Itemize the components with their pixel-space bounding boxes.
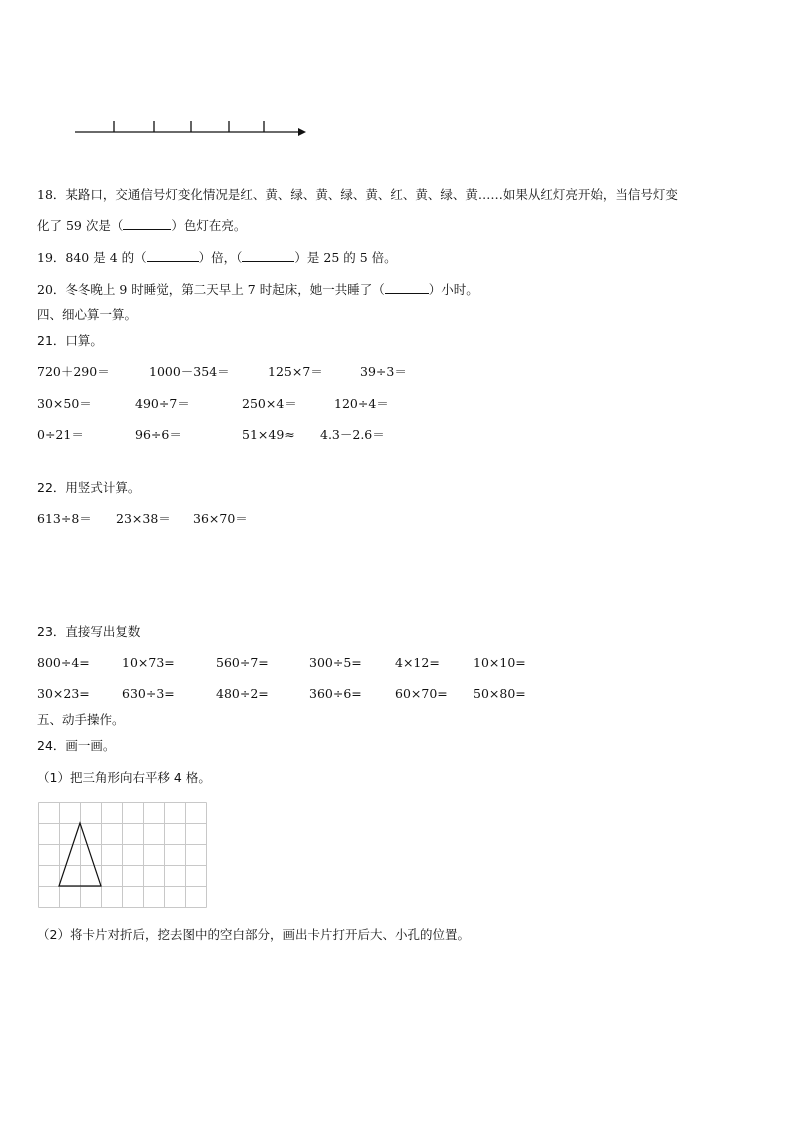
question-18-line1: 18．某路口，交通信号灯变化情况是红、黄、绿、黄、绿、黄、红、黄、绿、黄……如果从红灯亮开始，当信号灯变 bbox=[37, 187, 678, 202]
q21-item: 720＋290＝ bbox=[37, 364, 110, 379]
q23-item: 630÷3= bbox=[122, 686, 175, 701]
q21-item: 250×4＝ bbox=[242, 396, 297, 411]
question-19-text-b: ）倍，（ bbox=[198, 250, 243, 265]
question-24-title: 24．画一画。 bbox=[37, 738, 116, 753]
q22-item: 613÷8＝ bbox=[37, 511, 92, 526]
q21-item: 39÷3＝ bbox=[360, 364, 407, 379]
question-20 bbox=[37, 282, 479, 298]
q21-item: 30×50＝ bbox=[37, 396, 92, 411]
question-20-text-b: ）小时。 bbox=[428, 282, 479, 297]
section-4-heading: 四、细心算一算。 bbox=[37, 307, 138, 322]
question-22-title: 22．用竖式计算。 bbox=[37, 480, 141, 495]
q21-item: 4.3－2.6＝ bbox=[320, 427, 385, 442]
q23-item: 60×70= bbox=[395, 686, 448, 701]
question-23-title: 23．直接写出复数 bbox=[37, 624, 141, 639]
question-19-text-c: ）是 25 的 5 倍。 bbox=[294, 250, 397, 265]
q23-item: 10×10= bbox=[473, 655, 526, 670]
q23-item: 4×12= bbox=[395, 655, 440, 670]
question-24-part2: （2）将卡片对折后，挖去图中的空白部分，画出卡片打开后大、小孔的位置。 bbox=[37, 927, 470, 942]
question-20-text-a: 20．冬冬晚上 9 时睡觉，第二天早上 7 时起床，她一共睡了（ bbox=[37, 282, 385, 297]
q21-item: 1000－354＝ bbox=[149, 364, 230, 379]
q23-item: 800÷4= bbox=[37, 655, 90, 670]
answer-blank[interactable] bbox=[242, 250, 294, 262]
q21-item: 0÷21＝ bbox=[37, 427, 84, 442]
q23-item: 50×80= bbox=[473, 686, 526, 701]
q23-item: 300÷5= bbox=[309, 655, 362, 670]
grid-figure bbox=[38, 802, 210, 910]
arrow-head-icon bbox=[298, 128, 306, 136]
q21-item: 120÷4＝ bbox=[334, 396, 389, 411]
q21-item: 125×7＝ bbox=[268, 364, 323, 379]
number-line-figure bbox=[70, 116, 310, 140]
question-18-text-a: 化了 59 次是（ bbox=[37, 218, 124, 233]
q21-item: 490÷7＝ bbox=[135, 396, 190, 411]
question-18-text-b: ）色灯在亮。 bbox=[171, 218, 247, 233]
q21-item: 96÷6＝ bbox=[135, 427, 182, 442]
answer-blank[interactable] bbox=[385, 282, 429, 294]
question-24-part1: （1）把三角形向右平移 4 格。 bbox=[37, 770, 211, 785]
answer-blank[interactable] bbox=[147, 250, 199, 262]
q23-item: 10×73= bbox=[122, 655, 175, 670]
q23-item: 30×23= bbox=[37, 686, 90, 701]
answer-blank[interactable] bbox=[123, 218, 171, 230]
q22-item: 23×38＝ bbox=[116, 511, 171, 526]
q22-item: 36×70＝ bbox=[193, 511, 248, 526]
q23-item: 560÷7= bbox=[216, 655, 269, 670]
q21-item: 51×49≈ bbox=[242, 427, 295, 442]
question-19 bbox=[37, 250, 397, 266]
q23-item: 480÷2= bbox=[216, 686, 269, 701]
question-19-text-a: 19．840 是 4 的（ bbox=[37, 250, 147, 265]
question-18-line2 bbox=[37, 218, 246, 234]
q23-item: 360÷6= bbox=[309, 686, 362, 701]
question-21-title: 21．口算。 bbox=[37, 333, 103, 348]
section-5-heading: 五、动手操作。 bbox=[37, 712, 125, 727]
